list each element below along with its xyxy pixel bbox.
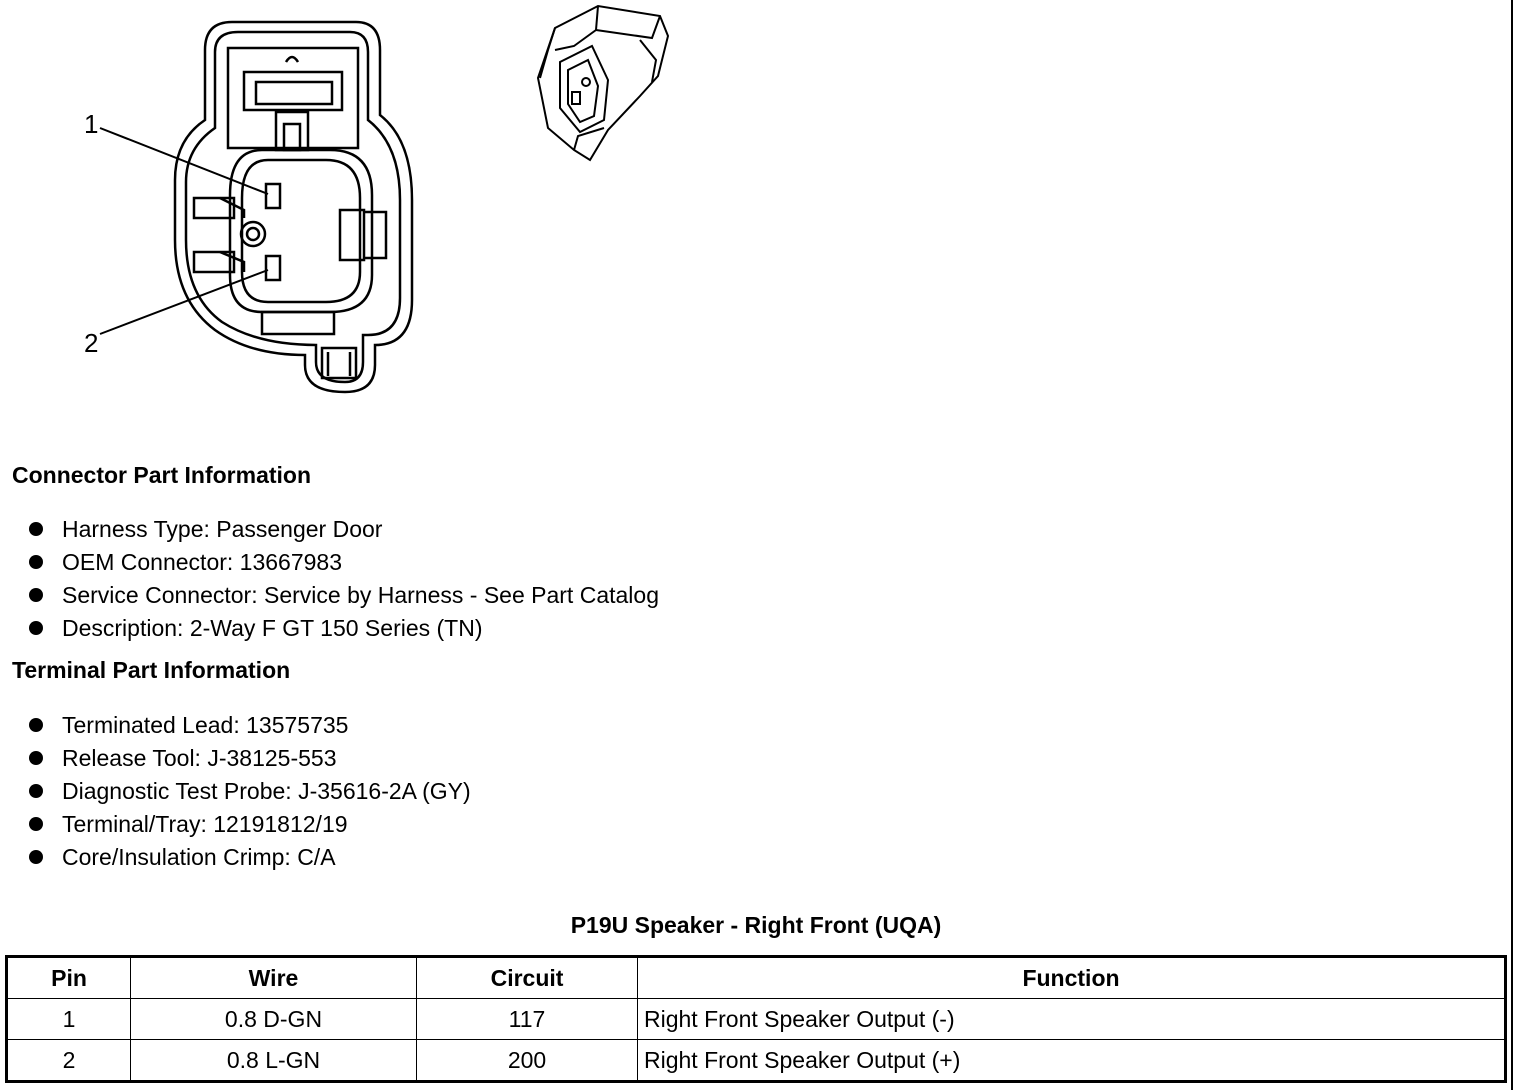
cell-circuit: 200 [417,1040,638,1082]
list-item-text: Service Connector: Service by Harness - See Part Catalog [62,582,659,608]
table-title: P19U Speaker - Right Front (UQA) [570,912,942,938]
connector-face-view [175,22,412,392]
bullet-icon [29,751,43,765]
list-item [0,579,659,612]
list-item [0,808,471,841]
table-row [7,999,1506,1040]
bullet-icon [29,817,43,831]
bullet-icon [29,522,43,536]
list-item-text: Release Tool: J-38125-553 [62,745,337,771]
bullet-icon [29,621,43,635]
cell-pin: 1 [7,999,131,1040]
list-item-text: OEM Connector: 13667983 [62,549,343,575]
bullet-icon [29,784,43,798]
pin-table [5,955,1507,1083]
cell-wire: 0.8 L-GN [131,1040,417,1082]
bullet-icon [29,555,43,569]
list-item [0,742,471,775]
list-item [0,775,471,808]
list-item [0,841,471,874]
list-item-text: Terminated Lead: 13575735 [62,712,349,738]
cell-circuit: 117 [417,999,638,1040]
column-header-circuit: Circuit [417,957,638,999]
bullet-icon [29,850,43,864]
column-header-wire: Wire [131,957,417,999]
callout-2: 2 [84,328,99,358]
bullet-icon [29,588,43,602]
list-item-text: Terminal/Tray: 12191812/19 [62,811,348,837]
column-header-pin: Pin [7,957,131,999]
callout-1: 1 [84,109,99,139]
list-item [0,546,659,579]
table-row [7,1040,1506,1082]
table-header-row [7,957,1506,999]
column-header-function: Function [638,957,1506,999]
list-item-text: Description: 2-Way F GT 150 Series (TN) [62,615,483,641]
cell-pin: 2 [7,1040,131,1082]
connector-isometric-view [538,6,668,160]
connector-info-list [0,513,659,645]
connector-info-heading: Connector Part Information [12,462,312,488]
list-item-text: Diagnostic Test Probe: J-35616-2A (GY) [62,778,471,804]
cell-function: Right Front Speaker Output (-) [638,999,1506,1040]
list-item [0,612,659,645]
bullet-icon [29,718,43,732]
connector-diagram [0,0,700,420]
cell-wire: 0.8 D-GN [131,999,417,1040]
list-item-text: Core/Insulation Crimp: C/A [62,844,336,870]
cell-function: Right Front Speaker Output (+) [638,1040,1506,1082]
list-item [0,513,659,546]
terminal-info-heading: Terminal Part Information [12,657,291,683]
list-item [0,709,471,742]
list-item-text: Harness Type: Passenger Door [62,516,383,542]
terminal-info-list [0,709,471,874]
